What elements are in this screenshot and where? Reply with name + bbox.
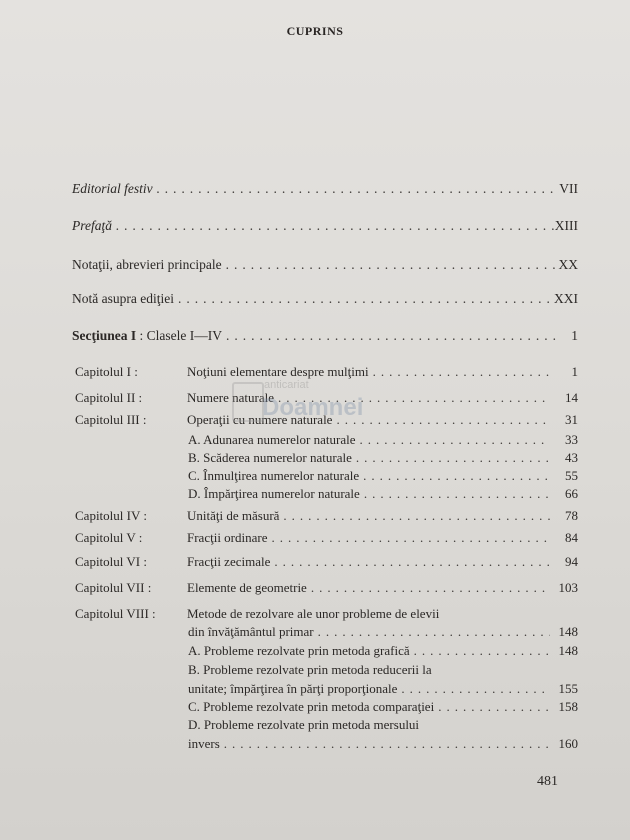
toc-subsection <box>188 699 578 715</box>
toc-entry-page: XIII <box>554 218 578 233</box>
subsection-page: 160 <box>558 736 578 751</box>
toc-entry-label: Notă asupra ediţiei <box>72 291 174 306</box>
chapter-title: Unităţi de măsură <box>187 508 280 523</box>
chapter-label: Capitolul V : <box>75 530 143 545</box>
chapter-label: Capitolul III : <box>75 412 147 427</box>
subsection-title: A. Probleme rezolvate prin metoda grafică <box>188 643 410 658</box>
toc-chapter <box>75 554 578 570</box>
subsection-title: C. Înmulţirea numerelor naturale <box>188 468 360 483</box>
leader-dots <box>410 643 550 659</box>
subsection-page: 66 <box>565 486 578 501</box>
leader-dots <box>359 468 550 484</box>
section-label: Secţiunea I <box>72 328 137 343</box>
chapter-page: 14 <box>565 390 578 405</box>
subsection-title: unitate; împărţirea în părţi proporţionale <box>188 681 398 696</box>
toc-subsection <box>188 662 578 678</box>
leader-dots <box>112 218 555 234</box>
chapter-page: 84 <box>565 530 578 545</box>
chapter-title: Noţiuni elementare despre mulţimi <box>187 364 369 379</box>
subsection-title: B. Probleme rezolvate prin metoda reducerii la <box>188 662 432 677</box>
subsection-title: A. Adunarea numerelor naturale <box>188 432 356 447</box>
toc-subsection <box>188 624 578 640</box>
leader-dots <box>352 450 550 466</box>
leader-dots <box>279 508 550 524</box>
leader-dots <box>360 486 550 502</box>
chapter-title: Fracţii zecimale <box>187 554 271 569</box>
toc-entry-page: XXI <box>554 291 578 306</box>
subsection-title: din învăţământul primar <box>188 624 314 639</box>
subsection-page: 158 <box>558 699 578 714</box>
section-sublabel: : Clasele I—IV <box>139 328 222 343</box>
toc-chapter <box>75 580 578 596</box>
toc-entry-label: Prefaţă <box>72 218 112 233</box>
toc-entry-nota <box>72 291 578 307</box>
subsection-title: invers <box>188 736 220 751</box>
leader-dots <box>174 291 554 307</box>
chapter-title: Fracţii ordinare <box>187 530 268 545</box>
chapter-title: Metode de rezolvare ale unor probleme de elevii <box>187 606 440 621</box>
watermark-line2: Doamnei <box>262 394 364 421</box>
leader-dots <box>369 364 550 380</box>
page-title: CUPRINS <box>286 24 344 38</box>
leader-dots <box>270 554 550 570</box>
watermark-logo <box>232 376 382 436</box>
page-number: 481 <box>537 774 558 789</box>
watermark-line1: anticariat <box>264 379 309 391</box>
chapter-page: 1 <box>571 364 578 379</box>
toc-entry-page: 1 <box>571 328 578 343</box>
toc-subsection <box>188 450 578 466</box>
chapter-page: 94 <box>565 554 578 569</box>
subsection-page: 33 <box>565 432 578 447</box>
toc-entry-label: Notaţii, abrevieri principale <box>72 257 222 272</box>
toc-chapter <box>75 508 578 524</box>
toc-entry-notatii <box>72 257 578 273</box>
toc-chapter <box>75 530 578 546</box>
leader-dots <box>314 624 550 640</box>
toc-chapter <box>75 606 578 622</box>
leader-dots <box>220 736 550 752</box>
leader-dots <box>222 257 556 273</box>
subsection-title: C. Probleme rezolvate prin metoda comparaţiei <box>188 699 435 714</box>
leader-dots <box>434 699 550 715</box>
chapter-title: Operaţii cu numere naturale <box>187 412 333 427</box>
toc-entry-page: VII <box>559 181 578 196</box>
leader-dots <box>397 681 550 697</box>
toc-entry-prefata <box>72 218 578 234</box>
chapter-page: 31 <box>565 412 578 427</box>
leader-dots <box>307 580 550 596</box>
chapter-title: Numere naturale <box>187 390 274 405</box>
toc-entry-label: Editorial festiv <box>72 181 153 196</box>
leader-dots <box>268 530 551 546</box>
subsection-page: 148 <box>558 624 578 639</box>
toc-subsection <box>188 717 578 733</box>
subsection-page: 148 <box>558 643 578 658</box>
toc-subsection <box>188 643 578 659</box>
chapter-label: Capitolul VI : <box>75 554 147 569</box>
subsection-title: D. Împărţirea numerelor naturale <box>188 486 360 501</box>
subsection-page: 55 <box>565 468 578 483</box>
chapter-label: Capitolul IV : <box>75 508 147 523</box>
subsection-page: 155 <box>558 681 578 696</box>
chapter-title: Elemente de geometrie <box>187 580 307 595</box>
chapter-label: Capitolul VII : <box>75 580 152 595</box>
toc-entry-editorial <box>72 181 578 197</box>
subsection-title: B. Scăderea numerelor naturale <box>188 450 352 465</box>
subsection-title: D. Probleme rezolvate prin metoda mersului <box>188 717 420 732</box>
chapter-page: 78 <box>565 508 578 523</box>
toc-entry-page: XX <box>558 257 578 272</box>
toc-subsection <box>188 486 578 502</box>
leader-dots <box>222 328 556 344</box>
toc-subsection <box>188 468 578 484</box>
chapter-label: Capitolul VIII : <box>75 606 156 621</box>
chapter-page: 103 <box>558 580 578 595</box>
toc-section <box>72 328 578 344</box>
leader-dots <box>355 432 550 448</box>
toc-subsection <box>188 736 578 752</box>
leader-dots <box>153 181 556 197</box>
watermark-box-icon <box>232 382 264 422</box>
chapter-label: Capitolul II : <box>75 390 143 405</box>
chapter-label: Capitolul I : <box>75 364 138 379</box>
toc-subsection <box>188 681 578 697</box>
subsection-page: 43 <box>565 450 578 465</box>
